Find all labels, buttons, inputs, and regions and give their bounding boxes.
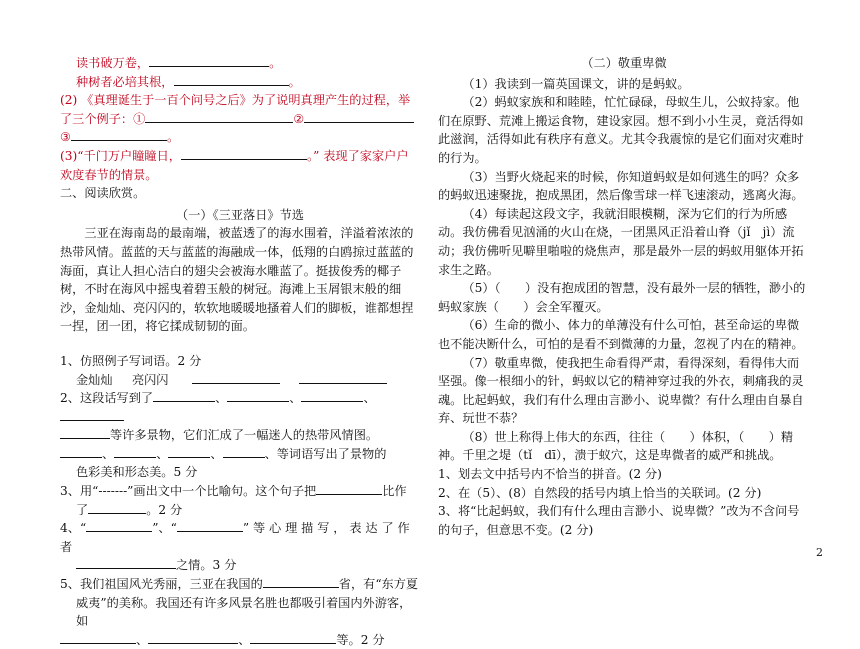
lq1-example-1: 金灿灿 [76, 372, 113, 387]
q2-example-3-line [60, 128, 420, 147]
q2-prompt: (2) 《真理诞生于一百个问号之后》为了说明真理产生的过程，举 [60, 93, 411, 108]
q3-text: (3)“千门万户瞳瞳日， [60, 148, 181, 163]
rq1-prompt: 1、划去文中括号内不恰当的拼音。(2 分) [438, 467, 662, 482]
q2-blank-3[interactable] [71, 128, 167, 141]
lq3-text-4: 。2 分 [146, 502, 183, 517]
lq2-text-4: 色彩美和形态美。5 分 [76, 465, 198, 480]
lq5-blank-2[interactable] [60, 631, 136, 644]
rq3-prompt: 3、将“比起蚂蚁，我们有什么理由言渺小、说卑微？”改为不含问号的句子，但意思不变。(2 分) [438, 504, 800, 537]
lq2-blank-6[interactable] [60, 445, 102, 458]
lq2-text-2: 等许多景物，它们汇成了一幅迷人的热带风情图。 [110, 428, 379, 443]
lq2-text-3: 等词语写出了景物的 [276, 446, 387, 461]
lq2-blank-9[interactable] [223, 445, 265, 458]
right-column [438, 54, 810, 539]
lq5-text-3: 威夷”的美称。我国还有许多风景名胜也都吸引着国内外游客，如 [76, 595, 412, 629]
lq4-text: 4、“ [60, 521, 87, 536]
q2-blank-2[interactable] [304, 110, 414, 123]
q2-end: 。 [166, 130, 180, 145]
paragraph-5: （5）（ ）没有抱成团的智慧，没有最外一层的牺牲，渺小的蚂蚁家族（ ）会全军覆灭。 [438, 281, 806, 314]
q1-line2 [60, 73, 420, 92]
q2-example-1-label: 了三个例子：① [60, 111, 146, 126]
lq4-blank-3[interactable] [76, 556, 176, 569]
lq2-sep: 、 [215, 391, 228, 406]
lq2-blank-3[interactable] [301, 389, 363, 402]
lq2-sep: 、 [363, 391, 376, 406]
lq3-blank-1[interactable] [316, 482, 382, 495]
paragraph-3: （3）当野火烧起来的时候，你知道蚂蚁是如何逃生的吗？众多的蚂蚁迅速聚拢，抱成黑团，然后像雪球一样飞速滚动，逃离火海。 [438, 169, 804, 203]
lq2-sep: 、 [102, 446, 115, 461]
q1-blank-2[interactable] [174, 73, 289, 86]
lq2-blank-7[interactable] [114, 445, 156, 458]
paragraph-6: （6）生命的微小、体力的单薄没有什么可怕，甚至命运的卑微也不能决断什么，可怕的是看不到微薄的力量，忽视了内在的精神。 [438, 318, 804, 351]
q1-line1 [60, 54, 420, 73]
lq3-text: 3、用“-------”画出文中一个比喻句。这个句子把 [60, 484, 317, 499]
lq3-line-1 [60, 482, 420, 501]
lq5-blank-1[interactable] [263, 575, 339, 588]
lq4-blank-1[interactable] [86, 519, 152, 532]
q3-text-3: 欢度春节的情景。 [60, 167, 158, 182]
lq1-examples [60, 371, 420, 390]
lq2-sep: 、 [156, 446, 169, 461]
q2-blank-1[interactable] [145, 110, 293, 123]
q2-examples-line [60, 110, 420, 129]
q1-blank-1[interactable] [149, 54, 269, 67]
section-heading: 二、阅读欣赏。 [60, 186, 146, 201]
lq1-prompt: 1、仿照例子写词语。2 分 [60, 353, 202, 368]
lq4-blank-2[interactable] [177, 519, 243, 532]
q3-text-2: 。” 表现了家家户户 [307, 148, 409, 163]
lq2-sep: 、 [289, 391, 302, 406]
q3-blank[interactable] [181, 147, 307, 160]
lq2-line-2 [60, 426, 420, 445]
lq3-line-2 [60, 501, 420, 520]
lq1-blank-2[interactable] [299, 371, 387, 384]
q1-line1-text: 读书破万卷， [76, 56, 150, 70]
paragraph-4: （4）每读起这段文字，我就泪眼模糊，深为它们的行为所感动。我仿佛看见汹涌的火山在烧，一团黑风正沿着山脊（jǐ jì）流动；我仿佛听见噼里啪啦的烧焦声，那是最外一层的蚂蚁用躯体开拓求生之路。 [438, 206, 804, 277]
paragraph-7: （7）敬重卑微，使我把生命看得严肃，看得深刻，看得伟大而坚强。像一根细小的针，蚂蚁以它的精神穿过我的外衣，刺痛我的灵魂。比起蚂蚁，我们有什么理由言渺小、说卑微？有什么理由自暴自弃、玩世不恭？ [438, 355, 804, 426]
lq3-blank-2[interactable] [88, 501, 146, 514]
lq3-text-3: 了 [76, 502, 89, 517]
q3-line [60, 147, 420, 166]
passage-1: 三亚在海南岛的最南端，被蓝透了的海水围着，洋溢着浓浓的热带风情。蓝蓝的天与蓝蓝的海融成一体，低翔的白鸥掠过蓝蓝的海面，真让人担心洁白的翅尖会被海水雕蓝了。挺拔俊秀的椰子树，不时在海风中摇曳着碧玉般的树冠。海滩上玉屑银末般的细沙，金灿灿、亮闪闪的，软软地暖暖地搔着人们的脚板，谁都想捏一捏，团一团，将它揉成韧韧的面。 [60, 226, 414, 334]
lq5-text: 5、我们祖国风光秀丽，三亚在我国的 [60, 577, 263, 592]
lq2-line-1 [60, 389, 420, 426]
lq4-line-2 [60, 556, 420, 575]
article-title-1: （一）《三亚落日》节选 [176, 207, 304, 222]
lq1-blank-1[interactable] [192, 371, 280, 384]
lq2-blank-4[interactable] [60, 408, 124, 421]
lq2-sep: 、 [264, 446, 277, 461]
paragraph-2: （2）蚂蚁家族和和睦睦，忙忙碌碌，母蚁生儿，公蚁持家。他们在原野、荒滩上搬运食物，建设家园。想不到小小生灵，竟活得如此滋润，活得如此有秩序有意义。尤其令我震惊的是它们面对灾难时的行为。 [438, 95, 804, 165]
lq3-text-2: 比作 [382, 484, 407, 499]
lq5-line-3 [60, 631, 420, 649]
left-column [60, 54, 420, 649]
lq5-text-4: 等。2 分 [336, 632, 385, 647]
lq5-sep: 、 [136, 632, 149, 647]
lq4-text-4: 之情。3 分 [176, 558, 237, 573]
lq4-line-1 [60, 519, 420, 556]
lq2-sep: 、 [210, 446, 223, 461]
page-number: 2 [816, 546, 823, 559]
lq2-line-3 [60, 445, 420, 464]
lq5-blank-4[interactable] [250, 631, 336, 644]
lq4-text-2: ”、“ [152, 521, 177, 536]
lq5-text-2: 省，有“东方夏 [338, 577, 419, 592]
lq4-text-3: ” 等 心 理 描 写 ， 表 达 了 作 者 [60, 521, 410, 554]
lq5-line-1 [60, 575, 420, 594]
lq2-blank-5[interactable] [60, 426, 110, 439]
lq1-example-2: 亮闪闪 [131, 372, 169, 387]
q1-line2-text: 种树者必培其根， [76, 74, 174, 89]
q2-example-3-label: ③ [60, 130, 71, 145]
q1-line1-end: 。 [269, 56, 282, 70]
article-title-2: （二）敬重卑微 [581, 56, 667, 70]
lq2-blank-1[interactable] [153, 389, 215, 402]
q1-line2-end: 。 [288, 74, 301, 89]
paragraph-8: （8）世上称得上伟大的东西，往往（ ）体积，（ ）精神。千里之堤（tǐ dī），溃于蚁穴，这是卑微者的威严和挑战。 [438, 429, 794, 463]
paragraph-1: （1）我读到一篇英国课文，讲的是蚂蚁。 [462, 76, 690, 91]
lq2-text: 2、这段话写到了 [60, 391, 154, 406]
lq2-blank-2[interactable] [227, 389, 289, 402]
rq2-prompt: 2、在（5）、(8）自然段的括号内填上恰当的关联词。(2 分) [438, 485, 762, 500]
lq5-sep: 、 [238, 632, 251, 647]
lq2-blank-8[interactable] [168, 445, 210, 458]
lq5-blank-3[interactable] [148, 631, 238, 644]
q2-example-2-label: ② [293, 111, 305, 126]
